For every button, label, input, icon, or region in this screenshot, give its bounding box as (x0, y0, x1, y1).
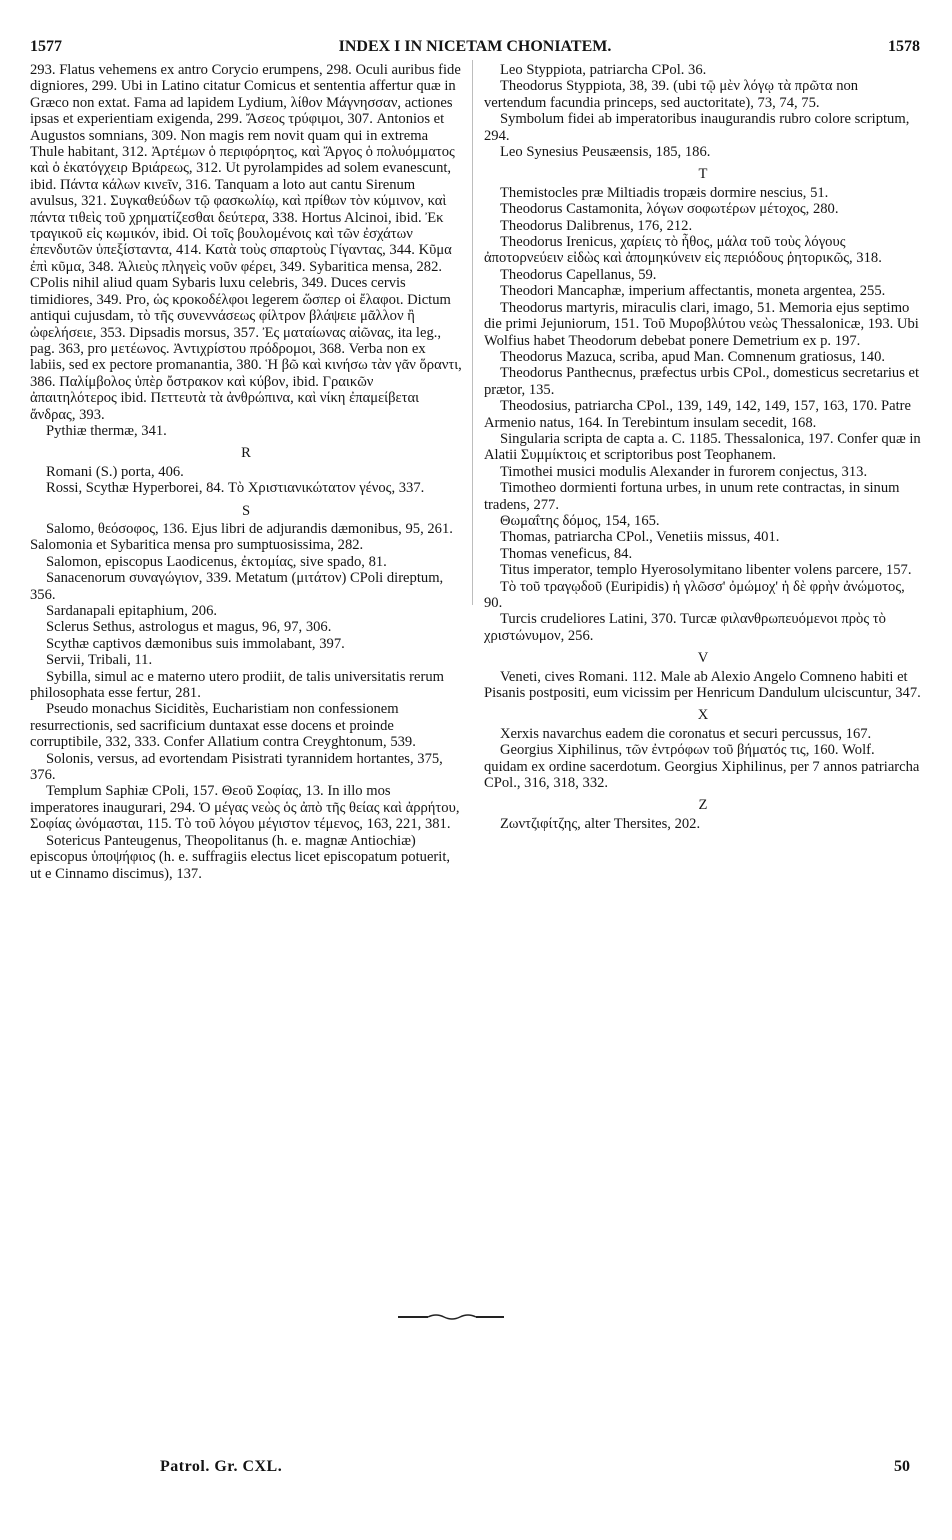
section-letter-z: Z (698, 797, 708, 814)
index-entry: Sanacenorum συναγώγιον, 339. Metatum (μιτάτον) CPoli direptum, 356. (30, 570, 444, 603)
index-entry: Leo Styppiota, patriarcha CPol. 36. (500, 62, 707, 78)
index-entry: Theodorus Capellanus, 59. (500, 266, 657, 283)
index-entry: Theodorus Styppiota, 38, 39. (ubi τῷ μὲν λόγῳ τὰ πρῶτα non vertendum facundia princeps, sed auctoritate), 73, 74, 75. (484, 78, 859, 111)
index-entry: Singularia scripta de capta a. C. 1185. Thessalonica, 197. Confer quæ in Alatii Συμμίκτοις et scriptoribus post Teophanem. (484, 430, 921, 464)
running-header (30, 38, 920, 58)
index-entry: Sclerus Sethus, astrologus et magus, 96, 97, 306. (46, 619, 332, 636)
right-column (484, 62, 922, 832)
index-entry: Pseudo monachus Siciditès, Eucharistiam non confessionem resurrectionis, sed sacrificium duntaxat esse docens et proinde corruptibile, 332, 333. Confer Allatium contra Creyghtonum, 539. (30, 701, 416, 751)
index-entry: Timothei musici modulis Alexander in furorem conjectus, 313. (500, 463, 868, 480)
index-entry: Ζωντζιφίτζης, alter Thersites, 202. (500, 815, 701, 832)
index-entry: Sotericus Panteugenus, Theopolitanus (h. e. magnæ Antiochiæ) episcopus ὑποψήφιος (h. e. suffragiis electus licet episcopatum potuerit, ut e Cinnamo discimus), 137. (30, 832, 451, 882)
index-entry: Theodorus Mazuca, scriba, apud Man. Comnenum gratiosus, 140. (500, 348, 886, 365)
left-column (30, 62, 462, 882)
index-entry: Symbolum fidei ab imperatoribus inaugurandis rubro colore scriptum, 294. (484, 111, 910, 144)
index-entry: Theodorus Panthecnus, præfectus urbis CPol., domesticus secretarius et prætor, 135. (484, 365, 920, 398)
signature-number: 50 (894, 1458, 910, 1475)
index-entry: Leo Synesius Peusæensis, 185, 186. (500, 144, 711, 161)
index-entry: Georgius Xiphilinus, τῶν ἐντρόφων τοῦ βήματός τις, 160. Wolf. quidam ex ordine sacerdotum. Georgius Xiphilinus, per 7 annos patriarcha CPol., 316, 318, 332. (484, 742, 920, 792)
section-letter-v: V (697, 650, 709, 667)
index-entry: Sybilla, simul ac e materno utero prodiit, de talis universitatis rerum philosophata esse fertur, 281. (30, 668, 444, 702)
index-entry: Rossi, Scythæ Hyperborei, 84. Τὸ Χριστιανικώτατον γένος, 337. (46, 480, 425, 497)
section-letter-x: X (697, 707, 709, 724)
page-title: INDEX I IN NICETAM CHONIATEM. (338, 38, 612, 55)
index-entry: Pythiæ thermæ, 341. (46, 422, 167, 439)
index-entry: Turcis crudeliores Latini, 370. Turcæ φιλανθρωπευόμενοι πρὸς τὸ χριστώνυμον, 256. (484, 611, 886, 644)
end-ornament (398, 1312, 504, 1322)
index-entry: Veneti, cives Romani. 112. Male ab Alexio Angelo Comneno habiti et Pisanis postpositi, eum vicissim per Henricum Dandulum ulciscuntur, 347. (484, 668, 921, 702)
index-entry: Τὸ τοῦ τραγῳδοῦ (Euripidis) ἡ γλῶσσ' ὀμώμοχ' ἡ δὲ φρὴν ἀνώμοτος, 90. (484, 578, 905, 611)
index-entry: Theodorus martyris, miraculis clari, imago, 51. Memoria ejus septimo die primi Jejuniorum, 151. Τοῦ Μυροβλύτου νεὼς Thessalonicæ, 193. Ubi Wolfius habet Theodorum debebat ponere Demetrium ex p. 197. (484, 299, 919, 349)
page-number-right: 1578 (888, 38, 920, 55)
index-entry: Salomo, θεόσοφος, 136. Ejus libri de adjurandis dæmonibus, 95, 261. Salomonia et Sybaritica mensa pro sumptuosissima, 282. (30, 520, 453, 554)
section-letter-r: R (241, 445, 251, 462)
index-entry: Titus imperator, templo Hyerosolymitano libenter volens parcere, 157. (500, 562, 912, 579)
index-entry: Xerxis navarchus eadem die coronatus et securi percussus, 167. (500, 725, 872, 742)
index-entry: Theodorus Castamonita, λόγων σοφωτέρων μέτοχος, 280. (500, 201, 839, 218)
index-entry: Timotheo dormienti fortuna urbes, in unum rete contractas, in sinum tradens, 277. (484, 480, 900, 513)
index-entry: Theodorus Dalibrenus, 176, 212. (500, 217, 693, 234)
index-entry: Salomon, episcopus Laodicenus, ἐκτομίας, sive spado, 81. (46, 553, 387, 570)
index-entry: Templum Saphiæ CPoli, 157. Θεοῦ Σοφίας, 13. In illo mos imperatores inaugurari, 294. Ὁ μέγας νεὼς ὁς ἀπὸ τῆς θείας καὶ ἀρρήτου, Σοφίας ὠνόμασται, 115. Τὸ τοῦ λόγου μέγιστον τέμενος, 163, 221, 381. (30, 783, 460, 833)
series-signature: Patrol. Gr. CXL. (160, 1458, 283, 1475)
column-divider (472, 60, 473, 605)
index-entry: Theodori Mancaphæ, imperium affectantis, moneta argentea, 255. (500, 283, 886, 300)
index-entry: Thomas, patriarcha CPol., Venetiis missus, 401. (500, 529, 780, 546)
index-entry: Solonis, versus, ad evortendam Pisistrati tyrannidem hortantes, 375, 376. (30, 750, 443, 784)
index-entry: Servii, Tribali, 11. (46, 652, 153, 669)
index-entry: Themistocles præ Miltiadis tropæis dormire nescius, 51. (500, 184, 829, 201)
index-entry: Theodosius, patriarcha CPol., 139, 149, 142, 149, 157, 163, 170. Patre Armenio natus, 164. In Terebintum insulam secedit, 168. (484, 398, 912, 431)
section-letter-t: T (698, 166, 708, 183)
index-entry: Scythæ captivos dæmonibus suis immolabant, 397. (46, 635, 345, 652)
section-letter-s: S (241, 502, 251, 519)
page-number-left: 1577 (30, 38, 62, 55)
index-entry: Sardanapali epitaphium, 206. (46, 603, 218, 619)
index-entry: Thomas veneficus, 84. (500, 545, 633, 562)
index-entry: Romani (S.) porta, 406. (46, 463, 184, 480)
index-entry: Theodorus Irenicus, χαρίεις τὸ ἦθος, μάλα τοῦ τοὺς λόγους ἀποτορνεύειν εἰδὼς καὶ ἀπομηκύνειν εἰς περιόδους ῥητορικῶς, 318. (484, 234, 882, 267)
index-entry: 293. Flatus vehemens ex antro Corycio erumpens, 298. Oculi auribus fide digniores, 299. Ubi in Latino citatur Comicus et sententia affertur quæ in Græco non extat. Fama ad lapidem Lydium, λίθον Μάγνησσαν, actiones ipsas et experientiam exigenda, 299. Ἄσεος τρύφιμοι, 307. Antonios et Augustos somnians, 309. Non magis rem novit quam qui in extrema Thule habitant, 312. Ἀρτέμων ὁ περιφόρητος, καὶ Ἄργος ὁ πολυόμματος καὶ ὁ ἑκατόγχειρ Βριάρεως, 312. Ut pyrolampides ad solem evanescunt, ibid. Πάντα κάλων κινεῖν, 316. Tanquam a loto aut cantu Sirenum avulsus, 321. Συγκαθεύδων τῷ φασκωλίῳ, καὶ πρίθων τὸν κύμινον, καὶ πάντα τιθεὶς τοῦ χρηματίζεσθαι δεύτερα, 338. Hortus Alcinoi, ibid. Ἐκ τραγικοῦ εἰς κωμικόν, ibid. Οἱ τοῖς βουλομένοις καὶ τῶν ἐσχάτων ἐπενδυτῶν ὑπεξίσταντα, 414. Κατὰ τοὺς σπαρτοὺς Γίγαντας, 344. Κῦμα ἐπὶ κῦμα, 348. Ἁλιεὺς πληγεὶς νοῦν φέρει, 349. Sybaritica mensa, 282. CPolis nihil aliud quam Sybaris luxu celebris, 349. Duces cervis timidiores, 349. Pro, ὡς κροκοδέλφοι legerem ὥσπερ οἱ ἔλαφοι. Dictum antiqui cujusdam, τὸ τῆς συνεννάσεως φίλτρον βλάψειε μᾶλλον ἢ ὠφελήσειε, 353. Dipsadis morsus, 357. Ἐς ματαίωνας αἰῶνας, ita leg., pag. 363, pro μετέωνος. Ἀντιχρίστου πρόδρομοι, 368. Verba non ex labiis, sed ex pectore promanantia, 380. Ἡ βῶ καὶ κινήσω τὰν γᾶν ὅραντι, 386. Παλίμβολος ὑπὲρ ὄστρακον καὶ κύβον, ibid. Γραικῶν ἀπαιτηλότερος ibid. Πεττευτὰ τὰ ἀνθρώπινα, καὶ νίκη ἐπαμείβεται ἄνδρας, 393. (30, 62, 462, 423)
page-footer (30, 1458, 920, 1480)
index-entry: Θωμαΐτης δόμος, 154, 165. (500, 512, 660, 529)
